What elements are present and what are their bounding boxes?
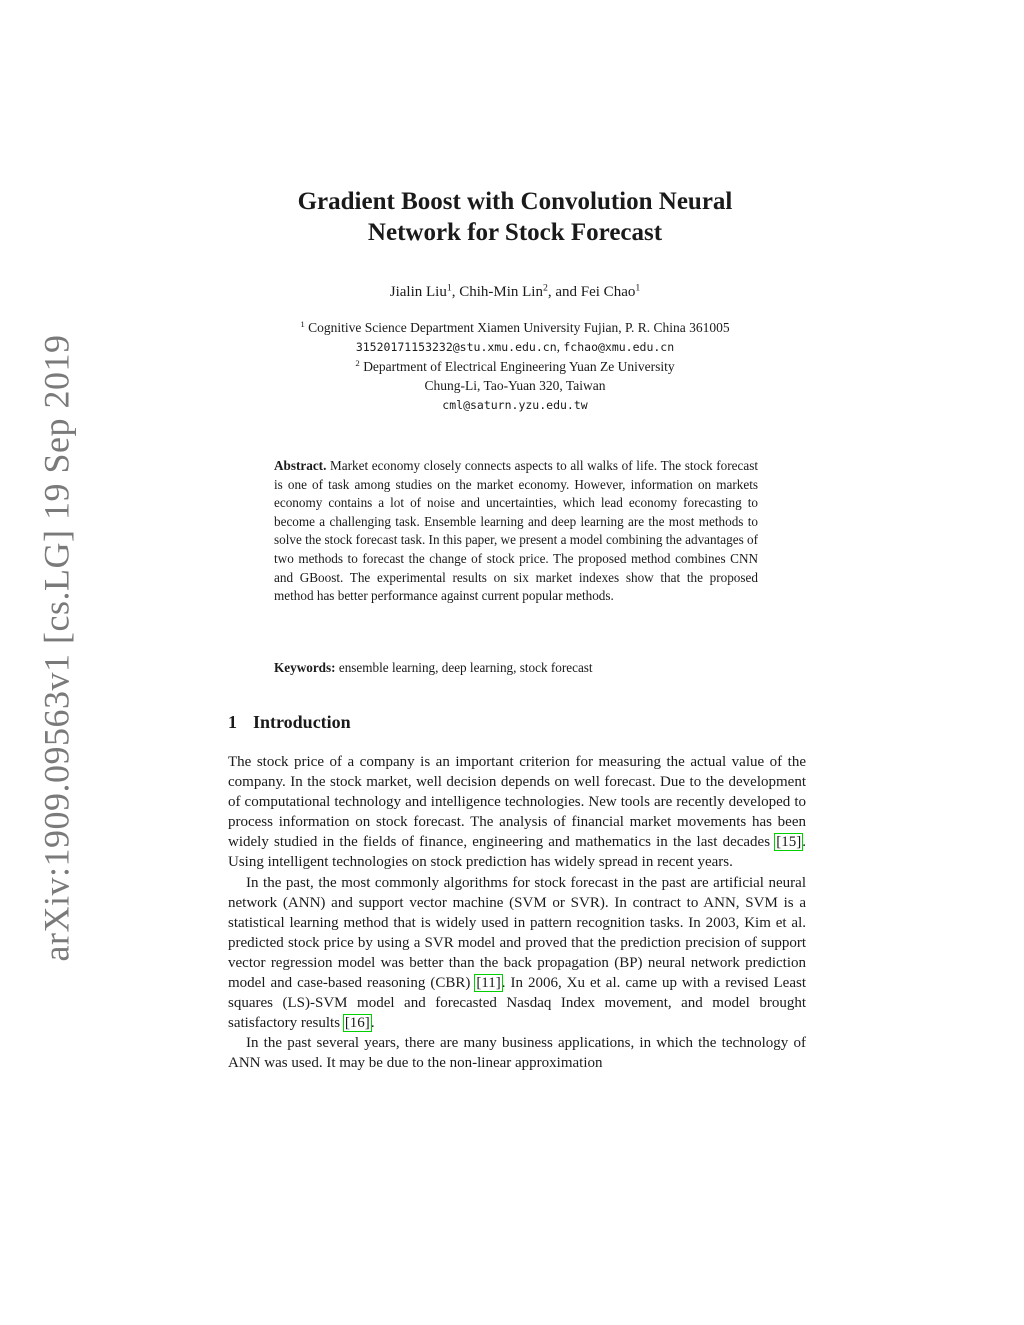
paragraph-1 [228,752,806,873]
section-title: Introduction [253,712,351,732]
paragraph-text: . Using intelligent technologies on stock prediction has widely spread in recent years. [228,834,806,871]
paragraph-text: . [370,1015,375,1032]
keywords-label: Keywords: [274,660,336,675]
email-link[interactable]: 31520171153232@stu.xmu.edu.cn [355,340,557,354]
author-separator: , and [547,284,581,300]
citation-link[interactable]: [15] [776,834,802,851]
affiliation-2 [230,357,800,376]
email-link[interactable]: cml@saturn.yzu.edu.tw [442,398,588,412]
author-2: Chih-Min Lin [459,284,543,300]
arxiv-id-text: arXiv:1909.09563v1 [cs.LG] 19 Sep 2019 [36,334,77,961]
affiliation-1 [230,318,800,337]
author-3-affil-mark: 1 [635,282,641,294]
author-3: Fei Chao [580,284,636,300]
abstract-label: Abstract. [274,458,327,473]
paragraph-2 [228,873,806,1034]
affiliation-2-text: Department of Electrical Engineering Yuan Ze University [363,359,675,374]
citation-link[interactable]: [16] [344,1015,370,1032]
section-body [228,752,806,1074]
paragraph-text: . In 2006, Xu et al. came up with a revised Least squares (LS)-SVM model and forecasted Nasdaq Index movement, and model brought satisfactory results [228,975,806,1032]
author-1-affil-mark: 1 [446,282,452,294]
affiliation-2-mark: 2 [355,358,360,369]
paragraph-text: In the past several years, there are many business applications, in which the technology of ANN was used. It may be due to the non-linear approximation [228,1035,806,1072]
affiliation-1-mark: 1 [300,319,305,330]
paper-title [230,186,800,248]
paragraph-text: The stock price of a company is an important criterion for measuring the actual value of the company. In the stock market, well decision depends on well forecast. Due to the development of computational technology and intelligence technologies. New tools are recently developed to process information on stock forecast. The analysis of financial market movements has been widely studied in the fields of finance, engineering and mathematics in the last decades [228,754,806,851]
title-line-1: Gradient Boost with Convolution Neural [297,188,733,215]
author-separator: , [451,284,460,300]
affiliation-2-email [230,395,800,415]
affiliation-1-emails [230,337,800,357]
author-list [230,284,800,301]
paragraph-text: In the past, the most commonly algorithms for stock forecast in the past are artificial neural network (ANN) and support vector machine (SVM or SVR). In contract to ANN, SVM is a statistical learning method that is widely used in pattern recognition tasks. In 2003, Kim et al. predicted stock price by using a SVR model and proved that the prediction precision of support vector regression model was better than the back propagation (BP) neural network prediction model and case-based reasoning (CBR) [228,874,806,992]
affiliation-1-text: Cognitive Science Department Xiamen University Fujian, P. R. China 361005 [308,320,730,335]
abstract-text: Market economy closely connects aspects to all walks of life. The stock forecast is one of task among studies on the market economy. However, information on markets economy contains a lot of noise and uncertainties, which lead economy forecasting to become a challenging task. Ensemble learning and deep learning are the most methods to solve the stock forecast task. In this paper, we present a model combining the advantages of two methods to forecast the change of stock price. The proposed method combines CNN and GBoost. The experimental results on six market indexes show that the proposed method has better performance against current popular methods. [274,458,758,604]
paragraph-3 [228,1033,806,1073]
author-2-affil-mark: 2 [542,282,548,294]
abstract [274,457,758,606]
section-number: 1 [228,712,237,732]
email-separator: , [556,339,564,354]
title-line-2: Network for Stock Forecast [367,219,663,246]
citation-link[interactable]: [11] [476,975,501,992]
keywords-text: ensemble learning, deep learning, stock forecast [338,660,593,675]
author-1: Jialin Liu [389,284,447,300]
arxiv-identifier-stamp [30,334,82,961]
affiliations [230,318,800,415]
email-link[interactable]: fchao@xmu.edu.cn [563,340,675,354]
keywords [274,660,758,676]
section-heading [228,712,351,733]
affiliation-2-address: Chung-Li, Tao-Yuan 320, Taiwan [424,378,606,393]
